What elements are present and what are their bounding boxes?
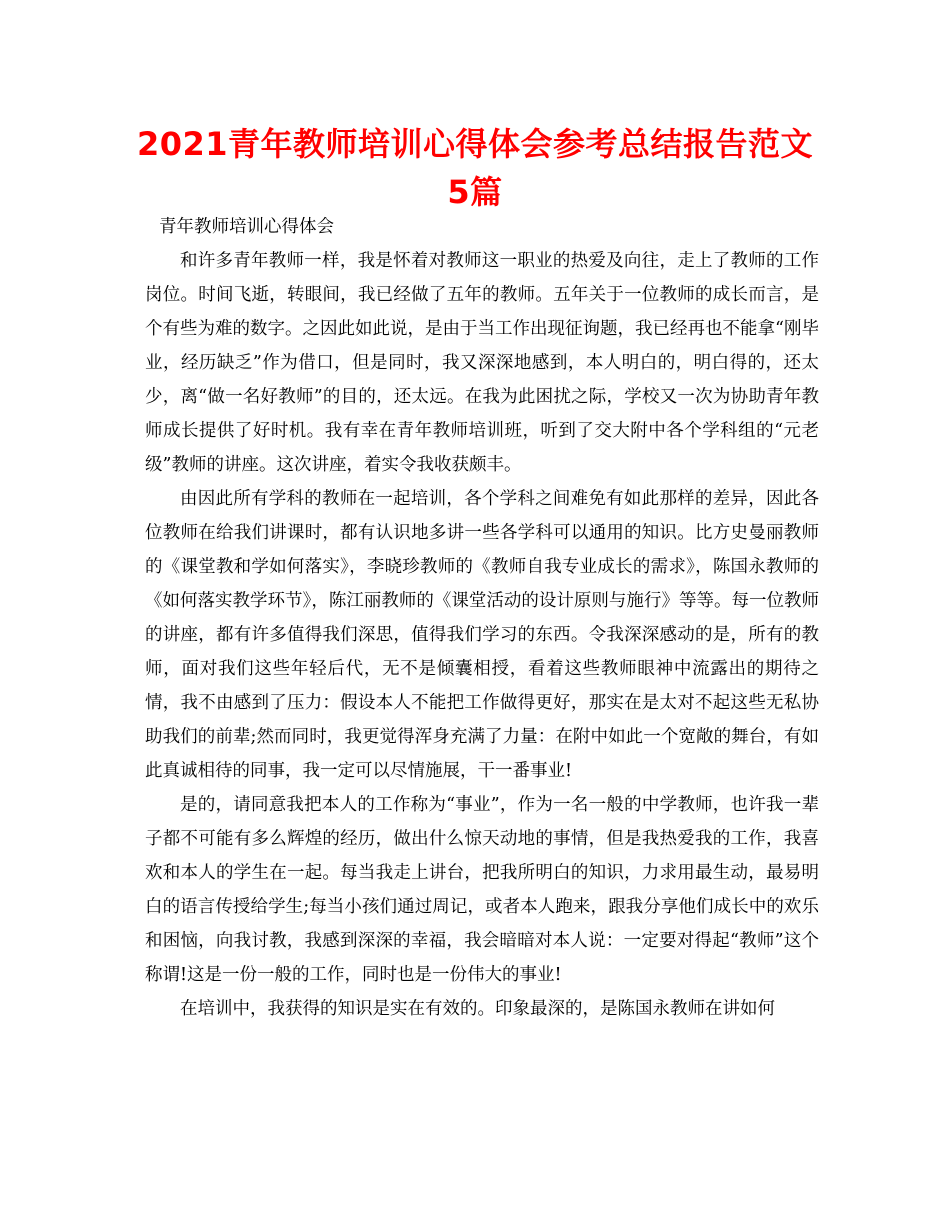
document-subtitle: 青年教师培训心得体会 [159, 217, 334, 237]
paragraph-4: 在培训中，我获得的知识是实在有效的。印象最深的，是陈国永教师在讲如何 [180, 999, 775, 1019]
paragraph-2: 由因此所有学科的教师在一起培训，各个学科之间难免有如此那样的差异，因此各位教师在给我们讲课时，都有认识地多讲一些各学科可以通用的知识。比方史曼丽教师的《课堂教和学如何落实》，李晓珍教师的《教师自我专业成长的需求》，陈国永教师的《如何落实教学环节》，陈江丽教师的《课堂活动的设计原则与施行》等等。每一位教师的讲座，都有许多值得我们深思，值得我们学习的东西。令我深深感动的是，所有的教师，面对我们这些年轻后代，无不是倾囊相授，看着这些教师眼神中流露出的期待之情，我不由感到了压力：假设本人不能把工作做得更好，那实在是太对不起这些无私协助我们的前辈;然而同时，我更觉得浑身充满了力量：在附中如此一个宽敞的舞台，有如此真诚相待的同事，我一定可以尽情施展，干一番事业! [145, 489, 819, 781]
document-title: 2021青年教师培训心得体会参考总结报告范文5篇 [136, 125, 814, 211]
paragraph-1: 和许多青年教师一样，我是怀着对教师这一职业的热爱及向往，走上了教师的工作岗位。时间飞逝，转眼间，我已经做了五年的教师。五年关于一位教师的成长而言，是个有些为难的数字。之因此如此说，是由于当工作出现征询题，我已经再也不能拿“刚毕业，经历缺乏”作为借口，但是同时，我又深深地感到，本人明白的，明白得的，还太少，离“做一名好教师”的目的，还太远。在我为此困扰之际，学校又一次为协助青年教师成长提供了好时机。我有幸在青年教师培训班，听到了交大附中各个学科组的“元老级”教师的讲座。这次讲座，着实令我收获颇丰。 [145, 251, 819, 475]
document-body [145, 210, 819, 1026]
paragraph-3: 是的，请同意我把本人的工作称为“事业”，作为一名一般的中学教师，也许我一辈子都不可能有多么辉煌的经历，做出什么惊天动地的事情，但是我热爱我的工作，我喜欢和本人的学生在一起。每当我走上讲台，把我所明白的知识，力求用最生动，最易明白的语言传授给学生;每当小孩们通过周记，或者本人跑来，跟我分享他们成长中的欢乐和困恼，向我讨教，我感到深深的幸福，我会暗暗对本人说：一定要对得起“教师”这个称谓!这是一份一般的工作，同时也是一份伟大的事业! [145, 795, 819, 985]
